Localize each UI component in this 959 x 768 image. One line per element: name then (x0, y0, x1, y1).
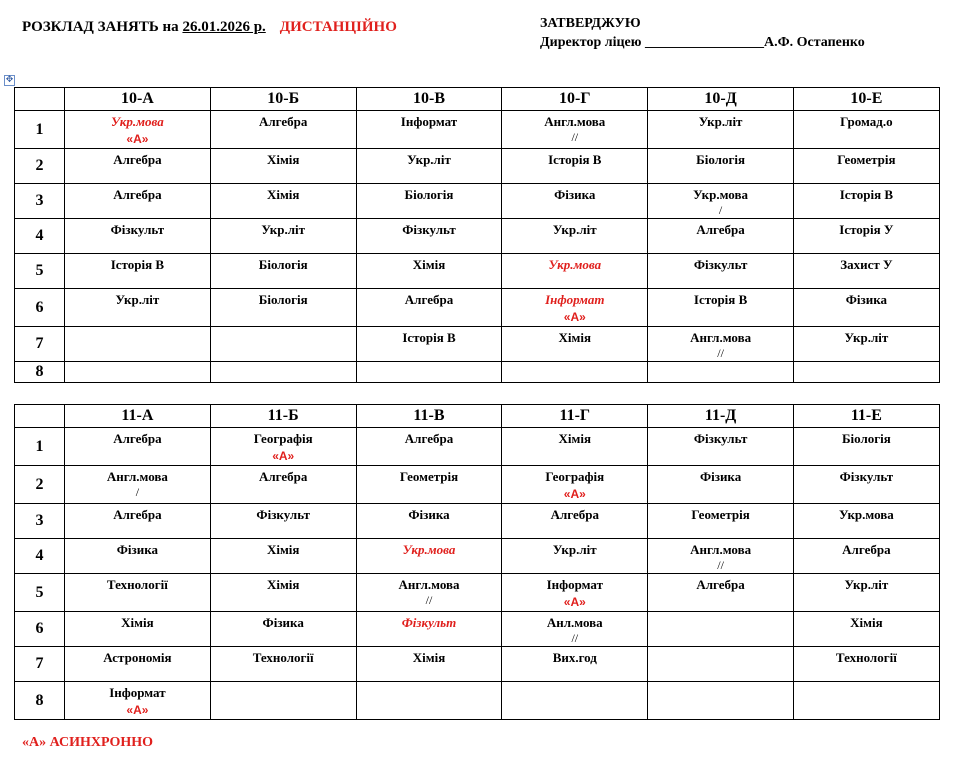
lesson-cell[interactable] (793, 219, 939, 254)
subject-name: Англ.мова (544, 114, 606, 129)
subject-name: Укр.літ (407, 152, 451, 167)
async-marker: «А» (126, 132, 149, 146)
lesson-row (15, 327, 940, 362)
lesson-cell[interactable] (65, 289, 211, 327)
lesson-number: 3 (15, 184, 65, 219)
lesson-cell[interactable] (65, 184, 211, 219)
subject-name: Алгебра (113, 187, 162, 202)
lesson-cell[interactable] (793, 466, 939, 504)
lesson-cell[interactable] (793, 612, 939, 647)
subject-name: Алгебра (696, 577, 745, 592)
class-header: 11-В (356, 405, 502, 428)
subject-name: Укр.літ (552, 542, 597, 557)
subject-name: Укр.мова (402, 542, 456, 557)
subject-name: Фізика (554, 187, 596, 202)
class-header: 11-Г (502, 405, 648, 428)
subject-name: Алгебра (113, 152, 162, 167)
subject-name: Історія У (839, 222, 894, 237)
subject-name: Алгебра (696, 222, 745, 237)
subject-name: Історія В (548, 152, 602, 167)
group-split-mark: // (571, 130, 579, 144)
class-header: 11-А (65, 405, 211, 428)
lesson-cell[interactable] (210, 647, 356, 682)
lesson-cell[interactable] (210, 219, 356, 254)
lesson-number: 4 (15, 219, 65, 254)
schedule-date: 26.01.2026 р. (182, 19, 266, 35)
lesson-cell[interactable] (65, 327, 211, 362)
lesson-cell[interactable] (648, 184, 794, 219)
schedule-table-grade-11 (14, 404, 940, 720)
lesson-cell[interactable] (648, 612, 794, 647)
lesson-cell[interactable] (210, 149, 356, 184)
subject-name: Укр.мова (838, 507, 894, 522)
lesson-cell[interactable] (65, 612, 211, 647)
lesson-row (15, 111, 940, 149)
subject-name: Англ.мова (690, 542, 752, 557)
subject-name: Алгебра (404, 292, 454, 307)
subject-name: Алгебра (842, 542, 891, 557)
lesson-row (15, 254, 940, 289)
subject-name: Хімія (850, 615, 883, 630)
subject-name: Укр.літ (844, 577, 889, 592)
lesson-cell[interactable] (65, 219, 211, 254)
lesson-number: 7 (15, 327, 65, 362)
subject-name: Англ.мова (398, 577, 460, 592)
subject-name: Фізкульт (693, 257, 748, 272)
subject-name: Фізкульт (256, 507, 310, 522)
async-marker: «А» (563, 487, 586, 501)
subject-name: Укр.мова (548, 257, 602, 272)
lesson-cell[interactable] (210, 428, 356, 466)
subject-name: Хімія (121, 615, 154, 630)
subject-name: Алгебра (258, 114, 308, 129)
lesson-cell[interactable] (210, 289, 356, 327)
async-marker: «А» (126, 703, 149, 717)
lesson-cell[interactable] (502, 539, 648, 574)
subject-name: Географія (253, 431, 313, 446)
group-split-mark: // (425, 593, 433, 607)
lesson-row (15, 466, 940, 504)
subject-name: Історія В (110, 257, 165, 272)
subject-name: Укр.літ (844, 330, 889, 345)
lesson-row (15, 362, 940, 383)
lesson-cell[interactable] (648, 149, 794, 184)
subject-name: Укр.літ (261, 222, 306, 237)
lesson-cell[interactable] (210, 612, 356, 647)
lesson-cell[interactable] (356, 289, 502, 327)
lesson-cell[interactable] (793, 149, 939, 184)
lesson-cell[interactable] (502, 254, 648, 289)
subject-name: Англ.мова (106, 469, 168, 484)
lesson-cell[interactable] (502, 184, 648, 219)
schedule-title (22, 19, 397, 36)
subject-name: Історія В (693, 292, 748, 307)
subject-name: Фізика (408, 507, 450, 522)
lesson-cell[interactable] (356, 254, 502, 289)
group-split-mark: / (135, 485, 140, 499)
lesson-cell[interactable] (356, 327, 502, 362)
subject-name: Біологія (258, 292, 308, 307)
lesson-cell[interactable] (793, 682, 939, 720)
lesson-number: 5 (15, 254, 65, 289)
lesson-cell[interactable] (793, 254, 939, 289)
subject-name: Геометрія (837, 152, 896, 167)
lesson-cell[interactable] (502, 362, 648, 383)
lesson-cell[interactable] (65, 362, 211, 383)
subject-name: Історія В (839, 187, 894, 202)
lesson-cell[interactable] (210, 111, 356, 149)
lesson-cell[interactable] (502, 428, 648, 466)
lesson-number: 1 (15, 428, 65, 466)
subject-name: Фізкульт (839, 469, 894, 484)
lesson-cell[interactable] (210, 184, 356, 219)
subject-name: Фізкульт (402, 222, 456, 237)
lesson-cell[interactable] (648, 289, 794, 327)
subject-name: Біологія (841, 431, 891, 446)
lesson-cell[interactable] (793, 362, 939, 383)
lesson-cell[interactable] (793, 184, 939, 219)
lesson-cell[interactable] (65, 539, 211, 574)
lesson-cell[interactable] (648, 466, 794, 504)
lesson-cell[interactable] (648, 111, 794, 149)
table-header-row (15, 88, 940, 111)
lesson-number: 5 (15, 574, 65, 612)
lesson-row (15, 574, 940, 612)
async-marker: «А» (272, 449, 295, 463)
class-header: 10-А (65, 88, 211, 111)
subject-name: Англ.мова (690, 330, 752, 345)
subject-name: Інформат (109, 685, 166, 700)
lesson-row (15, 289, 940, 327)
corner-cell (15, 405, 65, 428)
lesson-cell[interactable] (793, 327, 939, 362)
lesson-cell[interactable] (356, 184, 502, 219)
lesson-number: 7 (15, 647, 65, 682)
lesson-cell[interactable] (65, 428, 211, 466)
subject-name: Хімія (266, 152, 300, 167)
class-header: 10-Б (210, 88, 356, 111)
subject-name: Фізика (699, 469, 742, 484)
subject-name: Укр.мова (111, 114, 164, 129)
table-header-row (15, 405, 940, 428)
lesson-cell[interactable] (210, 362, 356, 383)
distance-mode-label: ДИСТАНЦІЙНО (279, 19, 397, 35)
lesson-number: 4 (15, 539, 65, 574)
lesson-cell[interactable] (502, 612, 648, 647)
lesson-cell[interactable] (65, 466, 211, 504)
lesson-row (15, 184, 940, 219)
subject-name: Біологія (258, 257, 308, 272)
lesson-cell[interactable] (648, 539, 794, 574)
group-split-mark: / (718, 203, 723, 217)
lesson-cell[interactable] (356, 574, 502, 612)
subject-name: Укр.літ (552, 222, 597, 237)
subject-name: Укр.мова (693, 187, 748, 202)
lesson-cell[interactable] (793, 504, 939, 539)
lesson-cell[interactable] (648, 219, 794, 254)
class-header: 11-Е (793, 405, 939, 428)
lesson-cell[interactable] (648, 362, 794, 383)
class-header: 11-Д (648, 405, 794, 428)
approval-block (540, 14, 865, 52)
lesson-cell[interactable] (648, 647, 794, 682)
title-text: РОЗКЛАД ЗАНЯТЬ на (22, 19, 183, 35)
lesson-row (15, 219, 940, 254)
subject-name: Анл.мова (546, 615, 603, 630)
lesson-number: 6 (15, 289, 65, 327)
lesson-row (15, 682, 940, 720)
lesson-row (15, 428, 940, 466)
subject-name: Фізика (845, 292, 888, 307)
async-marker: «А» (563, 595, 586, 609)
subject-name: Алгебра (550, 507, 599, 522)
subject-name: Алгебра (113, 507, 162, 522)
subject-name: Інформат (545, 292, 605, 307)
lesson-cell[interactable] (502, 219, 648, 254)
lesson-cell[interactable] (648, 428, 794, 466)
async-marker: «А» (563, 310, 586, 324)
lesson-cell[interactable] (210, 574, 356, 612)
lesson-cell[interactable] (648, 327, 794, 362)
lesson-cell[interactable] (502, 647, 648, 682)
class-header: 10-Е (793, 88, 939, 111)
director-signature-line: Директор ліцею _________________А.Ф. Остапенко (540, 35, 865, 50)
lesson-number: 8 (15, 362, 65, 383)
lesson-cell[interactable] (793, 428, 939, 466)
lesson-cell[interactable] (65, 149, 211, 184)
lesson-cell[interactable] (356, 504, 502, 539)
subject-name: Геометрія (399, 469, 459, 484)
lesson-cell[interactable] (648, 574, 794, 612)
subject-name: Хімія (558, 330, 592, 345)
subject-name: Алгебра (404, 431, 454, 446)
subject-name: Фізкульт (401, 615, 457, 630)
lesson-number: 2 (15, 466, 65, 504)
subject-name: Алгебра (258, 469, 308, 484)
class-header: 10-Г (502, 88, 648, 111)
lesson-cell[interactable] (648, 682, 794, 720)
subject-name: Хімія (266, 542, 300, 557)
subject-name: Хімія (412, 650, 446, 665)
lesson-cell[interactable] (502, 466, 648, 504)
subject-name: Технології (835, 650, 897, 665)
lesson-cell[interactable] (356, 682, 502, 720)
lesson-cell[interactable] (356, 466, 502, 504)
subject-name: Укр.літ (115, 292, 160, 307)
lesson-cell[interactable] (356, 111, 502, 149)
lesson-cell[interactable] (502, 149, 648, 184)
subject-name: Громад.о (840, 114, 893, 129)
subject-name: Хімія (266, 577, 300, 592)
lesson-cell[interactable] (793, 574, 939, 612)
lesson-cell[interactable] (210, 504, 356, 539)
subject-name: Хімія (266, 187, 300, 202)
schedule-table-grade-10 (14, 87, 940, 383)
subject-name: Фізкульт (110, 222, 165, 237)
subject-name: Вих.год (552, 650, 597, 665)
subject-name: Інформат (400, 114, 458, 129)
subject-name: Хімія (558, 431, 592, 446)
subject-name: Біологія (404, 187, 454, 202)
subject-name: Інформат (546, 577, 603, 592)
subject-name: Захист У (840, 257, 893, 272)
lesson-row (15, 647, 940, 682)
lesson-cell[interactable] (356, 612, 502, 647)
lesson-number: 3 (15, 504, 65, 539)
class-header: 10-В (356, 88, 502, 111)
lesson-cell[interactable] (210, 254, 356, 289)
lesson-cell[interactable] (502, 504, 648, 539)
lesson-cell[interactable] (502, 111, 648, 149)
subject-name: Укр.літ (698, 114, 743, 129)
lesson-cell[interactable] (210, 539, 356, 574)
approval-heading: ЗАТВЕРДЖУЮ (540, 16, 641, 31)
lesson-number: 8 (15, 682, 65, 720)
lesson-cell[interactable] (793, 111, 939, 149)
group-split-mark: // (571, 631, 579, 645)
lesson-cell[interactable] (65, 254, 211, 289)
subject-name: Технології (106, 577, 168, 592)
subject-name: Астрономія (103, 650, 172, 665)
lesson-cell[interactable] (793, 289, 939, 327)
subject-name: Фізика (116, 542, 159, 557)
class-header: 11-Б (210, 405, 356, 428)
lesson-cell[interactable] (502, 289, 648, 327)
async-legend: «А» АСИНХРОННО (22, 735, 154, 750)
group-split-mark: // (717, 558, 724, 572)
lesson-cell[interactable] (65, 504, 211, 539)
class-header: 10-Д (648, 88, 794, 111)
lesson-cell[interactable] (648, 254, 794, 289)
lesson-cell[interactable] (793, 647, 939, 682)
group-split-mark: // (717, 346, 724, 360)
lesson-cell[interactable] (210, 682, 356, 720)
lesson-row (15, 612, 940, 647)
lesson-cell[interactable] (356, 647, 502, 682)
subject-name: Хімія (412, 257, 446, 272)
subject-name: Біологія (696, 152, 746, 167)
subject-name: Географія (545, 469, 605, 484)
subject-name: Технології (252, 650, 314, 665)
lesson-number: 1 (15, 111, 65, 149)
table-move-handle-icon[interactable]: ✥ (5, 75, 14, 85)
subject-name: Фізкульт (693, 431, 748, 446)
lesson-cell[interactable] (648, 504, 794, 539)
lesson-cell[interactable] (502, 327, 648, 362)
lesson-cell[interactable] (356, 539, 502, 574)
lesson-cell[interactable] (502, 682, 648, 720)
lesson-cell[interactable] (210, 327, 356, 362)
lesson-cell[interactable] (356, 149, 502, 184)
lesson-cell[interactable] (356, 362, 502, 383)
lesson-cell[interactable] (65, 111, 211, 149)
lesson-number: 2 (15, 149, 65, 184)
lesson-cell[interactable] (793, 539, 939, 574)
lesson-number: 6 (15, 612, 65, 647)
lesson-cell[interactable] (356, 428, 502, 466)
subject-name: Фізика (262, 615, 304, 630)
lesson-row (15, 149, 940, 184)
lesson-cell[interactable] (65, 574, 211, 612)
lesson-cell[interactable] (65, 682, 211, 720)
lesson-cell[interactable] (502, 574, 648, 612)
subject-name: Геометрія (691, 507, 750, 522)
lesson-cell[interactable] (210, 466, 356, 504)
lesson-row (15, 539, 940, 574)
subject-name: Історія В (402, 330, 456, 345)
lesson-cell[interactable] (356, 219, 502, 254)
lesson-row (15, 504, 940, 539)
corner-cell (15, 88, 65, 111)
lesson-cell[interactable] (65, 647, 211, 682)
subject-name: Алгебра (113, 431, 162, 446)
